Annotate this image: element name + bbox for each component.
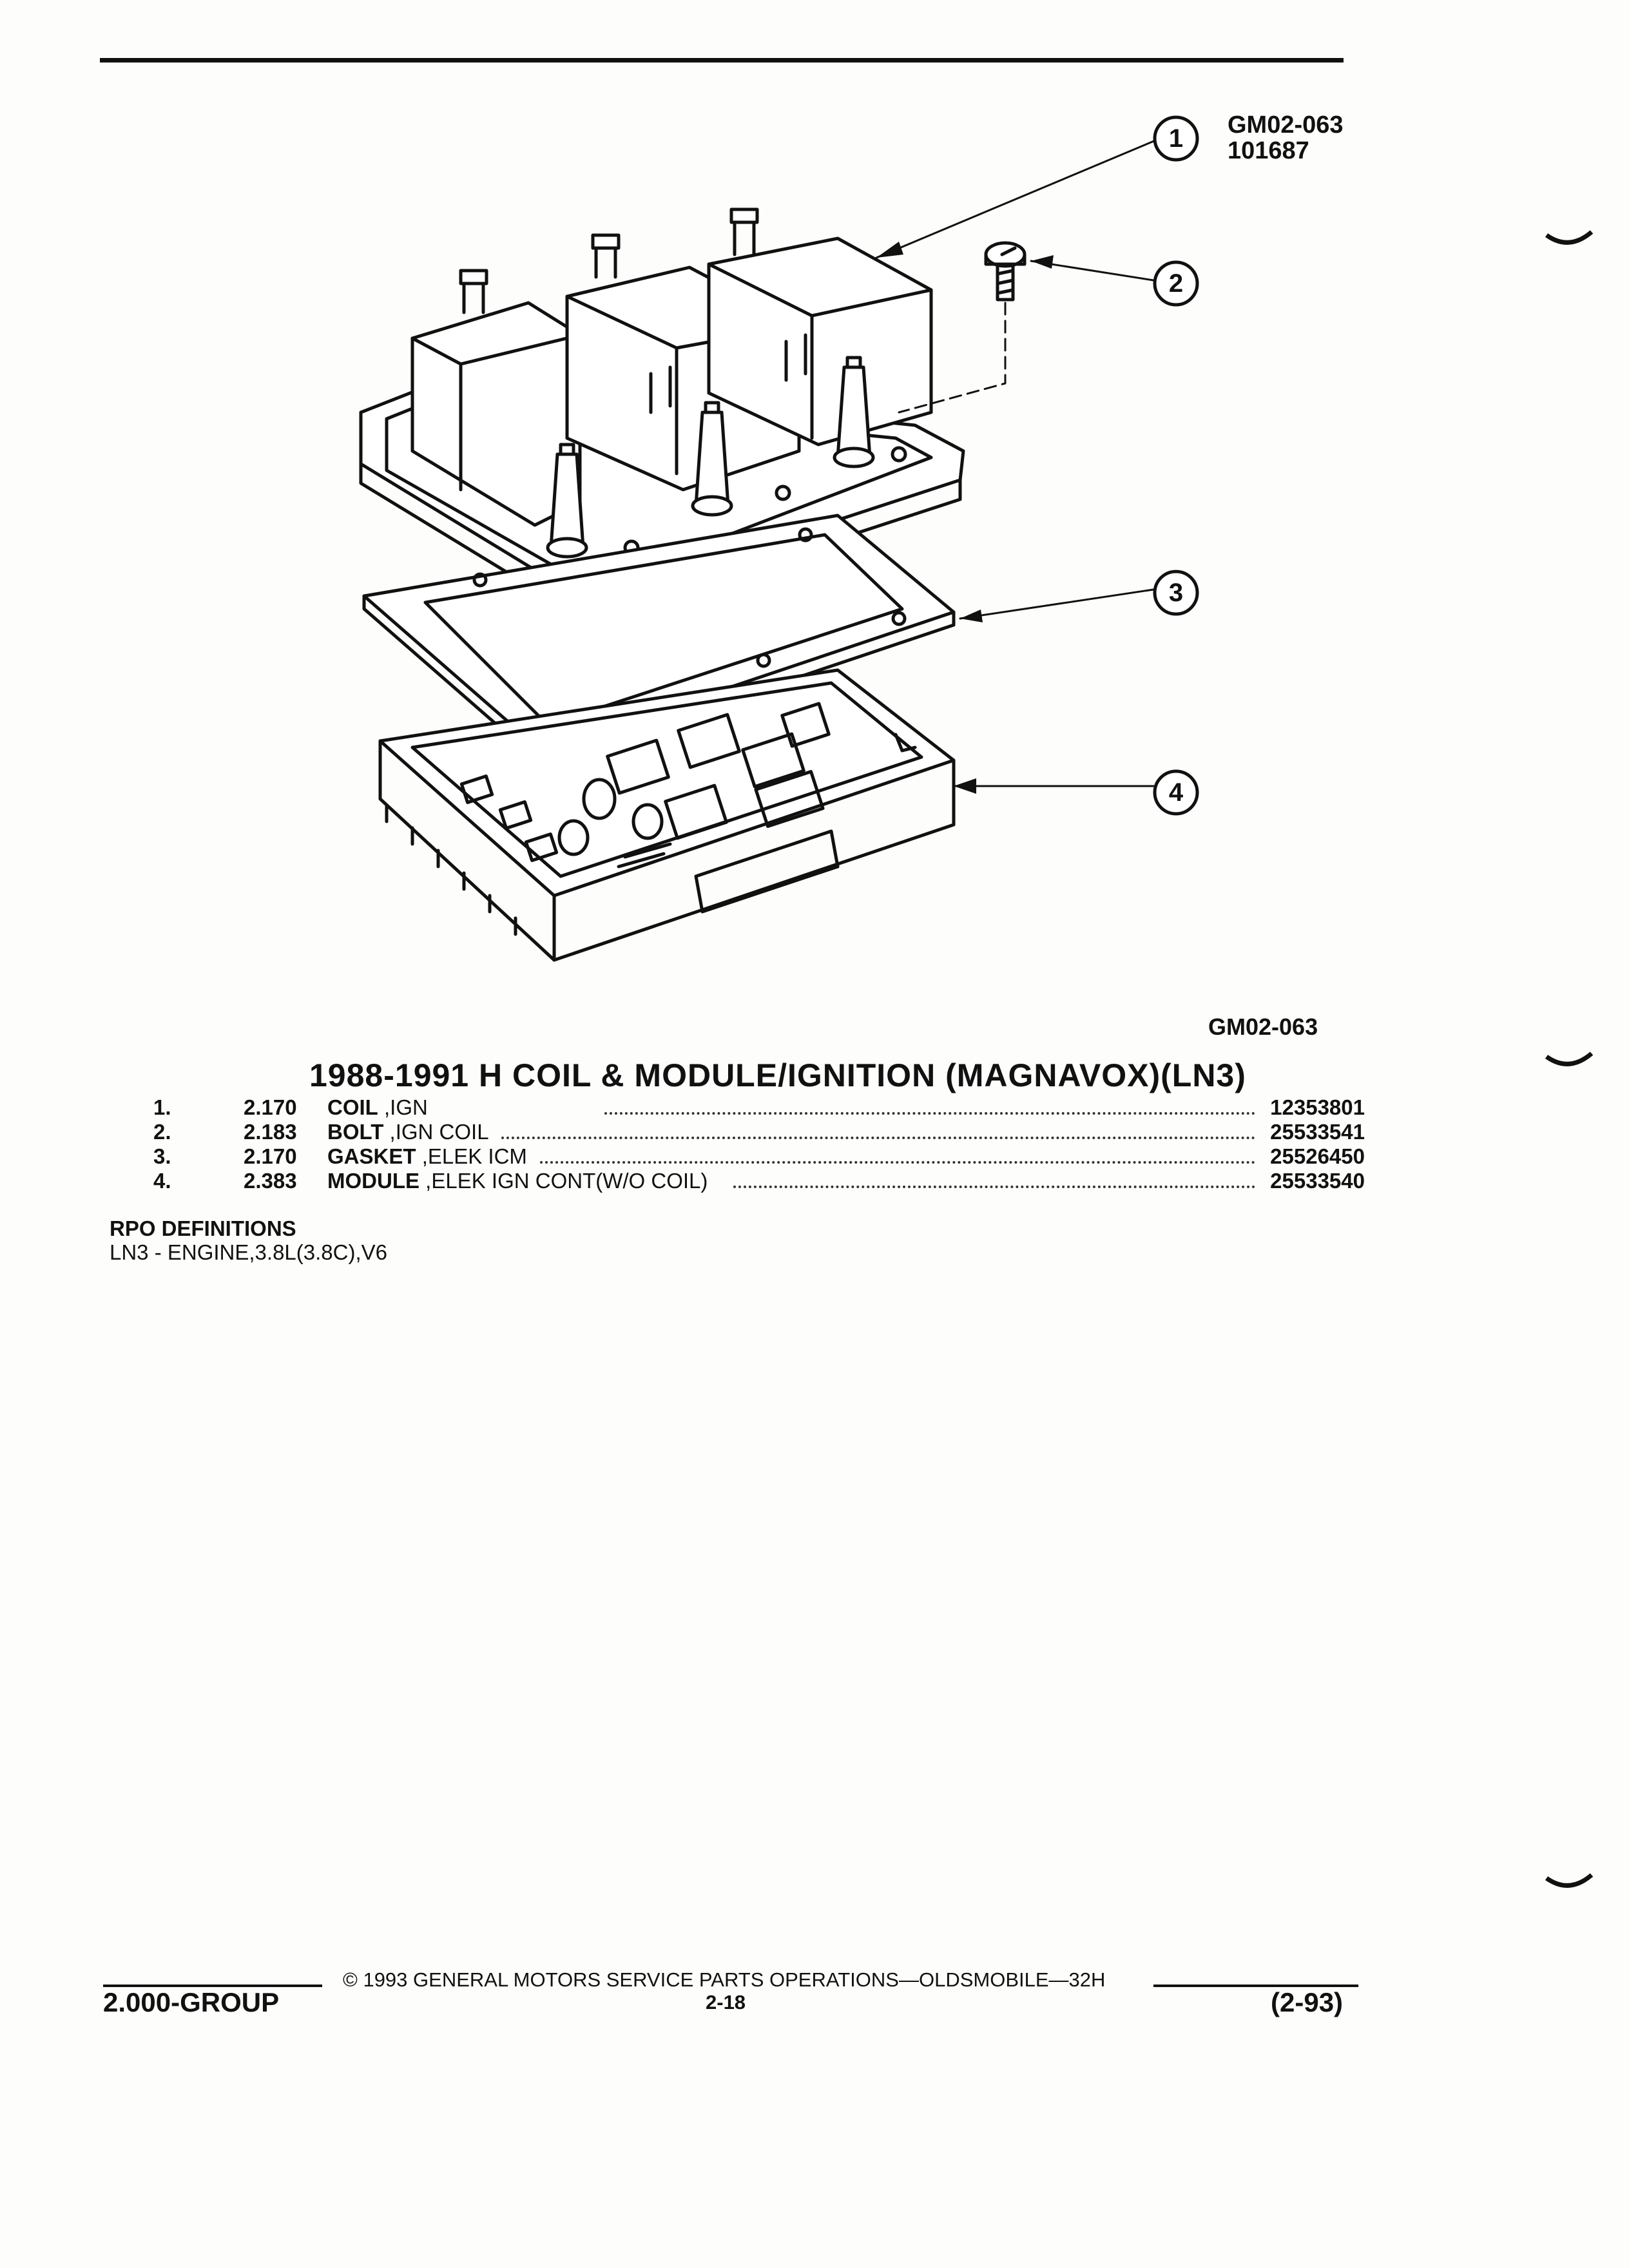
page-number: 2-18	[706, 1991, 746, 2013]
parts-row	[153, 1095, 1365, 1120]
part-item-number: 1.	[153, 1095, 171, 1119]
binder-hole-mark	[1543, 229, 1595, 255]
parts-row	[153, 1169, 1365, 1193]
exploded-parts-diagram	[0, 0, 1629, 1044]
part-item-number: 4.	[153, 1169, 171, 1193]
part-detail: ,IGN COIL	[389, 1120, 489, 1144]
ignition-module	[380, 670, 954, 960]
parts-row	[153, 1120, 1365, 1144]
callout-3: 3	[1168, 579, 1184, 607]
group-label: 2.000-GROUP	[103, 1987, 280, 2017]
rpo-definition: LN3 - ENGINE,3.8L(3.8C),V6	[110, 1240, 387, 1264]
part-name: MODULE	[327, 1169, 419, 1193]
part-group-code: 2.170	[244, 1095, 297, 1119]
section-title: 1988-1991 H COIL & MODULE/IGNITION (MAGNAVOX)(LN3)	[309, 1057, 1246, 1093]
callout-1: 1	[1168, 124, 1184, 153]
binder-hole-mark	[1543, 1050, 1595, 1076]
part-number: 12353801	[1265, 1095, 1365, 1120]
part-detail: ,ELEK ICM	[421, 1144, 527, 1168]
part-detail: ,IGN	[384, 1095, 428, 1119]
figure-caption-code: GM02-063	[1208, 1014, 1318, 1040]
part-group-code: 2.170	[244, 1144, 297, 1168]
part-detail: ,ELEK IGN CONT(W/O COIL)	[425, 1169, 708, 1193]
copyright-line: © 1993 GENERAL MOTORS SERVICE PARTS OPERATIONS—OLDSMOBILE—32H	[343, 1968, 1106, 1991]
parts-row	[153, 1144, 1365, 1169]
revision-date: (2-93)	[1271, 1987, 1344, 2017]
part-item-number: 2.	[153, 1120, 171, 1144]
part-number: 25533540	[1265, 1169, 1365, 1193]
callout-4: 4	[1168, 778, 1184, 807]
part-item-number: 3.	[153, 1144, 171, 1168]
figure-number: 101687	[1228, 137, 1309, 164]
binder-hole-mark	[1543, 1872, 1595, 1898]
part-number: 25533541	[1265, 1120, 1365, 1144]
part-name: BOLT	[327, 1120, 384, 1144]
part-name: COIL	[327, 1095, 378, 1119]
rpo-heading: RPO DEFINITIONS	[110, 1216, 296, 1240]
part-group-code: 2.383	[244, 1169, 297, 1193]
part-number: 25526450	[1265, 1144, 1365, 1169]
part-group-code: 2.183	[244, 1120, 297, 1144]
figure-code: GM02-063	[1228, 111, 1344, 139]
part-name: GASKET	[327, 1144, 416, 1168]
callout-2: 2	[1168, 269, 1184, 298]
